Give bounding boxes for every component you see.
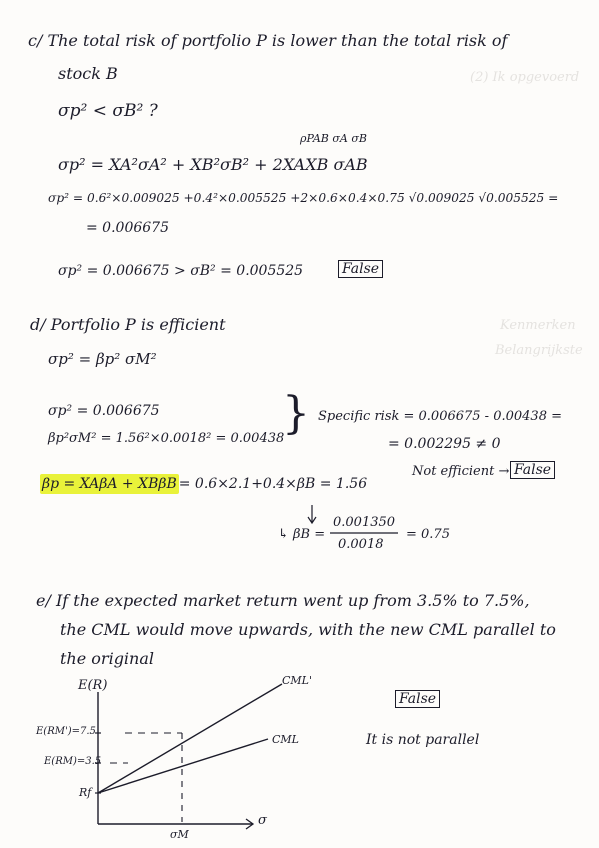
tick-label-rm: E(RM)=3.5 xyxy=(44,756,102,767)
part-c-heading-line1: c/ The total risk of portfolio P is lower than the total risk of xyxy=(28,31,508,50)
part-e-line3: the original xyxy=(60,649,155,668)
cml-label: CML xyxy=(272,733,299,746)
x-axis-label: σ xyxy=(258,813,267,828)
part-d-specific-risk-result: = 0.002295 ≠ 0 xyxy=(388,436,501,452)
part-e-verdict: False xyxy=(395,690,440,708)
bleed-through-text: Belangrijkste xyxy=(495,343,583,358)
cml-new-label: CML' xyxy=(282,674,313,687)
part-c-calculation: σp² = 0.6²×0.009025 +0.4²×0.005525 +2×0.6×0.4×0.75 √0.009025 √0.005525 = xyxy=(48,191,559,205)
tick-label-rf: Rf xyxy=(79,786,92,799)
tick-label-sigma-m: σM xyxy=(170,828,189,841)
cml-new-line xyxy=(98,684,282,793)
highlighted-beta-formula: βp = XAβA + XBβB xyxy=(42,476,177,492)
bleed-through-text: Kenmerken xyxy=(500,318,576,333)
cml-line xyxy=(98,739,268,793)
part-d-beta-b-denominator: 0.0018 xyxy=(338,537,384,552)
part-c-annotation: ρPAB σA σB xyxy=(300,132,367,145)
part-c-question: σp² < σB² ? xyxy=(58,101,158,121)
part-e-line1: e/ If the expected market return went up from 3.5% to 7.5%, xyxy=(36,591,530,610)
part-e-line2: the CML would move upwards, with the new CML parallel to xyxy=(60,620,556,639)
part-d-beta-sq: βp²σM² = 1.56²×0.0018² = 0.00438 xyxy=(48,431,285,446)
y-axis-label: E(R) xyxy=(78,678,108,693)
part-d-beta-b-result: = 0.75 xyxy=(406,527,450,542)
part-d-beta-b-numerator: 0.001350 xyxy=(333,515,396,530)
brace: } xyxy=(282,388,310,439)
part-d-beta-calc: = 0.6×2.1+0.4×βB = 1.56 xyxy=(178,476,368,492)
part-e-reason: It is not parallel xyxy=(366,732,480,748)
arrow-down xyxy=(308,505,316,523)
part-d-sigma: σp² = 0.006675 xyxy=(48,403,160,419)
part-c-verdict: False xyxy=(338,260,383,278)
part-d-not-efficient: Not efficient → xyxy=(412,464,510,479)
part-c-compare: σp² = 0.006675 > σB² = 0.005525 xyxy=(58,263,304,279)
part-c-result: = 0.006675 xyxy=(86,220,169,236)
bleed-through-text: (2) Ik opgevoerd xyxy=(470,70,580,85)
part-c-formula: σp² = XA²σA² + XB²σB² + 2XAXB σAB xyxy=(58,155,368,174)
part-d-specific-risk: Specific risk = 0.006675 - 0.00438 = xyxy=(318,409,562,424)
tick-label-rm-new: E(RM')=7.5 xyxy=(36,726,96,737)
part-d-formula: σp² = βp² σM² xyxy=(48,350,157,368)
part-d-beta-b-lhs: ↳ βB = xyxy=(278,527,326,542)
part-c-heading-line2: stock B xyxy=(58,64,118,83)
part-d-verdict: False xyxy=(510,461,555,479)
part-d-heading: d/ Portfolio P is efficient xyxy=(30,315,226,334)
